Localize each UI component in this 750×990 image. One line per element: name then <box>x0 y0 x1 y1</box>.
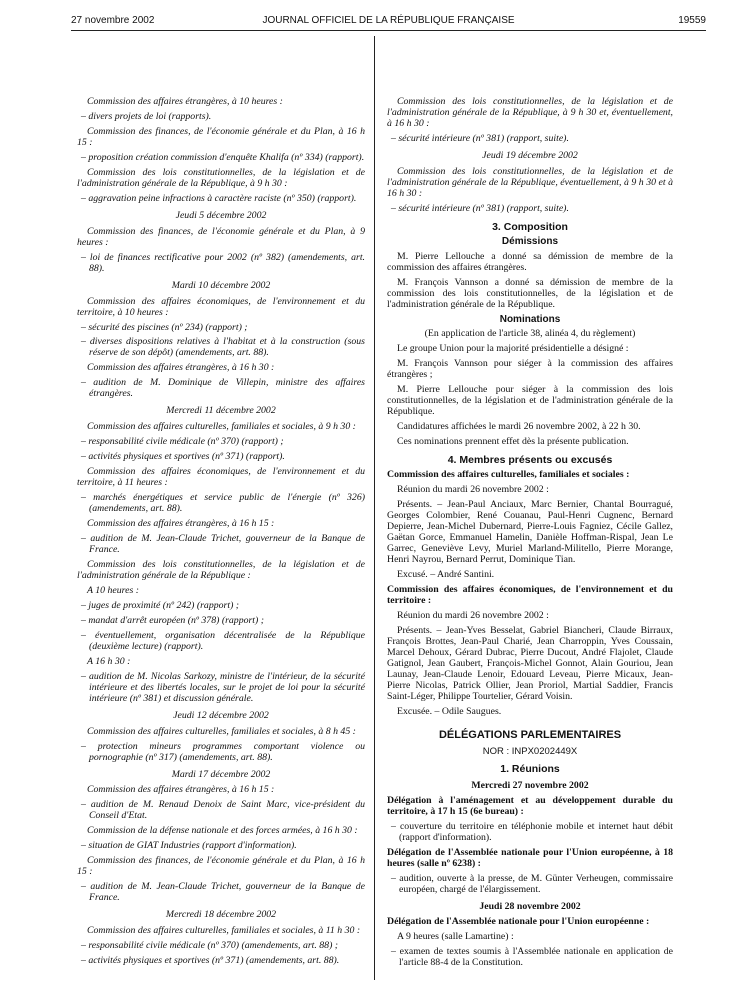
paragraph: Excusée. – Odile Saugues. <box>397 705 502 717</box>
meeting-heading: Commission de la défense nationale et des forces armées, à 16 h 30 : <box>87 825 358 837</box>
agenda-item: – aggravation peine infractions à caractère raciste (nº 350) (rapport). <box>81 192 357 204</box>
meeting-heading: Commission des finances, de l'économie générale et du Plan, à 16 h 15 : <box>77 855 365 878</box>
agenda-item: – proposition création commission d'enquête Khalifa (nº 334) (rapport). <box>81 151 365 163</box>
agenda-item: – audition de M. Renaud Denoix de Saint Marc, vice-président du Conseil d'Etat. <box>81 799 365 822</box>
agenda-item: – activités physiques et sportives (nº 371) (rapport). <box>81 451 285 463</box>
header-page-number: 19559 <box>678 15 706 26</box>
paragraph: Réunion du mardi 26 novembre 2002 : <box>397 484 549 496</box>
bold-heading: Délégation à l'aménagement et au développement durable du territoire, à 17 h 15 (6e bureau) : <box>387 795 673 818</box>
paragraph: Présents. – Jean-Paul Anciaux, Marc Bernier, Chantal Bourragué, Georges Colombier, René Couanau, Paul-Henri Cugnenc, Bernard Depierre, Jean-Michel Dubernard, Pierre-Louis Fagniez, Cécile Gallez, Gaëtan Gorce, Emmanuel Hamelin, Danièle Hoffman-Rispal, Jean Le Garrec, Geneviève Levy, Muriel Marland-Militello, Pierre Morange, Henri Nayrou, Bernard Perrut, Dominique Tian. <box>387 499 673 565</box>
meeting-heading: Commission des lois constitutionnelles, de la législation et de l'administration générale de la République, éventuellement, à 9 h 30 et à 16 h 30 : <box>387 165 673 199</box>
date-heading: Jeudi 19 décembre 2002 <box>482 149 578 161</box>
left-column <box>77 97 365 971</box>
agenda-item: – situation de GIAT Industries (rapport d'information). <box>81 840 297 852</box>
agenda-item: – sécurité intérieure (nº 381) (rapport, suite). <box>391 202 569 214</box>
column-separator <box>374 36 375 980</box>
agenda-item: – divers projets de loi (rapports). <box>81 110 212 122</box>
section-heading: 3. Composition <box>492 220 568 233</box>
date-heading: Mercredi 18 décembre 2002 <box>165 909 277 921</box>
meeting-heading: Commission des affaires étrangères, à 16 h 15 : <box>87 518 275 530</box>
paragraph: Présents. – Jean-Yves Besselat, Gabriel Biancheri, Claude Birraux, François Brottes, Jean-Paul Charié, Jean Charroppin, Yves Coussain, Marcel Dehoux, Gérard Dubrac, Pierre Ducout, André Flajolet, Claude Gatignol, Jean Gaubert, François-Michel Gonnot, Alain Gouriou, Jean Launay, Jean-Claude Lenoir, Edouard Leveau, Pierre Micaux, Jean-Pierre Nicolas, Patrick Ollier, Jean Proriol, Martial Saddier, Francis Saint-Léger, Philippe Tourtelier, Gérard Voisin. <box>387 624 673 702</box>
agenda-item: – diverses dispositions relatives à l'habitat et à la construction (sous réserve de son dépôt) (amendements, art. 88). <box>81 336 365 359</box>
agenda-item: – marchés énergétiques et service public de l'énergie (nº 326) (amendements, art. 88). <box>81 492 365 515</box>
meeting-heading: Commission des finances, de l'économie générale et du Plan, à 16 h 15 : <box>77 125 365 148</box>
agenda-item: – audition de M. Nicolas Sarkozy, ministre de l'intérieur, de la sécurité intérieure et des libertés locales, sur le projet de loi pour la sécurité intérieure (nº 381) et discussion générale. <box>81 670 365 704</box>
date-heading: Jeudi 12 décembre 2002 <box>173 709 269 721</box>
meeting-heading: A 10 heures : <box>87 584 139 596</box>
meeting-heading: Commission des finances, de l'économie générale et du Plan, à 9 heures : <box>77 225 365 248</box>
bold-heading: Délégation de l'Assemblée nationale pour l'Union européenne, à 18 heures (salle nº 6238) : <box>387 847 673 870</box>
meeting-heading: Commission des affaires étrangères, à 10 heures : <box>87 96 283 107</box>
bold-heading: Délégation de l'Assemblée nationale pour l'Union européenne : <box>387 916 650 928</box>
meeting-heading: Commission des affaires économiques, de l'environnement et du territoire, à 11 heures : <box>77 466 365 489</box>
paragraph: Réunion du mardi 26 novembre 2002 : <box>397 609 549 621</box>
agenda-item: – audition de M. Jean-Claude Trichet, gouverneur de la Banque de France. <box>81 881 365 904</box>
date-heading: Jeudi 5 décembre 2002 <box>175 209 267 221</box>
meeting-heading: Commission des affaires culturelles, familiales et sociales, à 11 h 30 : <box>87 925 361 937</box>
meeting-heading: Commission des lois constitutionnelles, de la législation et de l'administration générale de la République : <box>77 558 365 581</box>
agenda-item: – audition, ouverte à la presse, de M. Günter Verheugen, commissaire européen, chargé de l'élargissement. <box>391 873 673 896</box>
date-heading: Jeudi 28 novembre 2002 <box>479 901 581 913</box>
agenda-item: – juges de proximité (nº 242) (rapport) ; <box>81 599 240 611</box>
agenda-item: – couverture du territoire en téléphonie mobile et internet haut débit (rapport d'information). <box>391 821 673 844</box>
section-heading: 4. Membres présents ou excusés <box>447 454 613 467</box>
subsection-heading: Nominations <box>499 313 561 325</box>
paragraph: M. François Vannson a donné sa démission de membre de la commission des lois constitutionnelles, de la législation et de l'administration générale de la République. <box>387 276 673 310</box>
page-header <box>71 15 706 29</box>
paragraph: Candidatures affichées le mardi 26 novembre 2002, à 22 h 30. <box>397 421 641 433</box>
meeting-heading: Commission des lois constitutionnelles, de la législation et de l'administration générale de la République, à 9 h 30 et, éventuellement, à 16 h 30 : <box>387 96 673 129</box>
agenda-item: – éventuellement, organisation décentralisée de la République (deuxième lecture) (rapport). <box>81 629 365 652</box>
meeting-heading: Commission des affaires étrangères, à 16 h 30 : <box>87 362 275 374</box>
paragraph: M. François Vannson pour siéger à la commission des affaires étrangères ; <box>387 358 673 381</box>
paragraph: A 9 heures (salle Lamartine) : <box>397 931 514 943</box>
header-date: 27 novembre 2002 <box>71 15 155 26</box>
meeting-heading: Commission des affaires culturelles, familiales et sociales, à 8 h 45 : <box>87 725 356 737</box>
bold-heading: Commission des affaires culturelles, familiales et sociales : <box>387 469 630 481</box>
subsection-heading: Démissions <box>501 235 559 247</box>
agenda-item: – audition de M. Jean-Claude Trichet, gouverneur de la Banque de France. <box>81 533 365 555</box>
agenda-item: – protection mineurs programmes comportant violence ou pornographie (nº 317) (amendements, art. 88). <box>81 740 365 763</box>
date-heading: Mercredi 11 décembre 2002 <box>166 405 276 417</box>
agenda-item: – sécurité intérieure (nº 381) (rapport, suite). <box>391 132 569 144</box>
agenda-item: – activités physiques et sportives (nº 371) (amendements, art. 88). <box>81 955 340 967</box>
paragraph: M. Pierre Lellouche pour siéger à la commission des lois constitutionnelles, de la législation et de l'administration générale de la République. <box>387 384 673 418</box>
agenda-item: – responsabilité civile médicale (nº 370) (rapport) ; <box>81 436 284 448</box>
header-journal-title: JOURNAL OFFICIEL DE LA RÉPUBLIQUE FRANÇAISE <box>262 15 515 26</box>
date-heading: Mardi 10 décembre 2002 <box>171 279 271 291</box>
major-heading: DÉLÉGATIONS PARLEMENTAIRES <box>438 728 622 741</box>
agenda-item: – examen de textes soumis à l'Assemblée nationale en application de l'article 88-4 de la Constitution. <box>391 946 673 969</box>
paragraph: M. Pierre Lellouche a donné sa démission de membre de la commission des affaires étrangères. <box>387 250 673 273</box>
meeting-heading: A 16 h 30 : <box>87 655 131 667</box>
date-heading: Mercredi 27 novembre 2002 <box>471 780 589 792</box>
paragraph: (En application de l'article 38, alinéa 4, du règlement) <box>424 328 636 340</box>
agenda-item: – audition de M. Dominique de Villepin, ministre des affaires étrangères. <box>81 377 365 400</box>
agenda-item: – loi de finances rectificative pour 2002 (nº 382) (amendements, art. 88). <box>81 251 365 274</box>
meeting-heading: Commission des affaires économiques, de l'environnement et du territoire, à 10 heures : <box>77 295 365 318</box>
paragraph: Ces nominations prennent effet dès la présente publication. <box>397 436 629 448</box>
date-heading: Mardi 17 décembre 2002 <box>171 768 271 780</box>
bold-heading: Commission des affaires économiques, de l'environnement et du territoire : <box>387 583 673 606</box>
agenda-item: – sécurité des piscines (nº 234) (rapport) ; <box>81 321 248 333</box>
header-rule <box>71 30 706 31</box>
meeting-heading: Commission des affaires étrangères, à 16 h 15 : <box>87 784 275 796</box>
meeting-heading: Commission des affaires culturelles, familiales et sociales, à 9 h 30 : <box>87 421 356 433</box>
section-heading: 1. Réunions <box>500 763 560 776</box>
nor-reference: NOR : INPX0202449X <box>482 745 578 757</box>
agenda-item: – mandat d'arrêt européen (nº 378) (rapport) ; <box>81 614 264 626</box>
paragraph: Excusé. – André Santini. <box>397 568 495 580</box>
agenda-item: – responsabilité civile médicale (nº 370) (amendements, art. 88) ; <box>81 940 339 952</box>
meeting-heading: Commission des lois constitutionnelles, de la législation et de l'administration générale de la République, à 9 h 30 : <box>77 166 365 189</box>
right-column <box>387 97 673 973</box>
paragraph: Le groupe Union pour la majorité présidentielle a désigné : <box>397 343 629 355</box>
